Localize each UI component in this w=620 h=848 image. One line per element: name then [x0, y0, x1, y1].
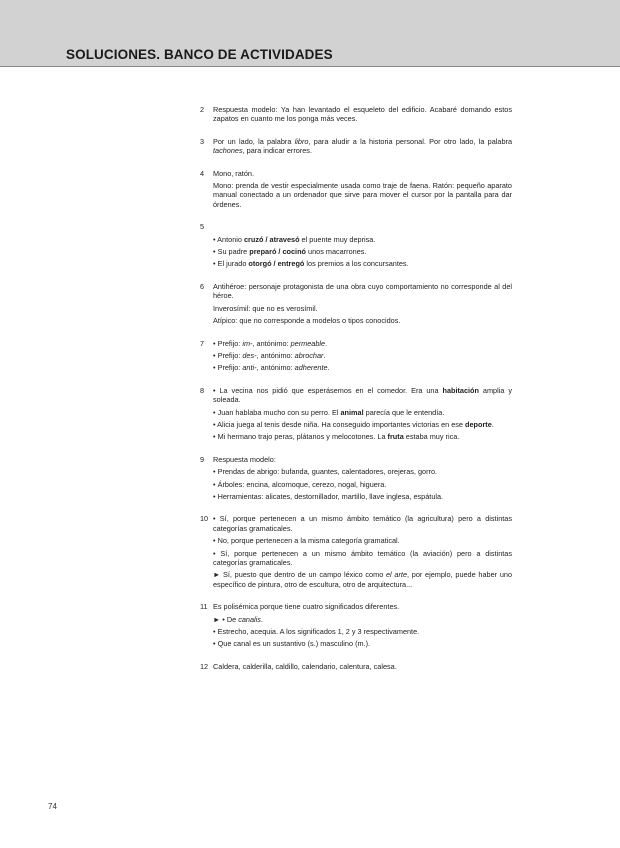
solution-item [200, 222, 512, 269]
item-number: 9 [200, 454, 205, 464]
solution-item [200, 602, 512, 649]
text-run: amplia y soleada. [213, 385, 512, 405]
item-line [213, 169, 512, 178]
text-run: • Estrecho, acequia. A los significados 1, 2 y 3 respectivamente. [213, 627, 420, 637]
italic-term: des- [242, 350, 257, 360]
text-run: , antónimo: [256, 350, 295, 360]
item-line [213, 247, 512, 256]
item-number: 4 [200, 168, 205, 178]
text-run: . [491, 419, 494, 429]
emphasized-word: animal [340, 407, 364, 417]
item-line [213, 570, 512, 589]
item-line [213, 420, 512, 429]
italic-term: adherente [294, 363, 328, 373]
item-number: 8 [200, 385, 205, 395]
text-run: , para aludir a la historia personal. Por otro lado, la palabra [308, 136, 512, 146]
text-run: • Mi hermano trajo peras, plátanos y melocotones. La [213, 432, 388, 442]
text-run: estaba muy rica. [403, 432, 460, 442]
text-run: • El jurado [213, 259, 249, 269]
text-run: Inverosímil: que no es verosímil. [213, 303, 318, 313]
solution-item [200, 169, 512, 210]
item-line [213, 536, 512, 545]
solution-item [200, 455, 512, 502]
text-run: • Juan hablaba mucho con su perro. El [213, 407, 341, 417]
item-line [213, 408, 512, 417]
item-number: 7 [200, 338, 205, 348]
text-run: . [260, 614, 263, 624]
text-run: • Árboles: encina, alcornoque, cerezo, nogal, higuera. [213, 479, 387, 489]
emphasized-word: preparó / cocinó [249, 247, 306, 257]
text-run: • Prefijo: [213, 350, 243, 360]
item-number: 10 [200, 514, 209, 524]
item-line [213, 662, 512, 671]
solutions-list [200, 105, 512, 684]
text-run: • Que canal es un sustantivo (s.) masculino (m.). [213, 639, 371, 649]
text-run: , por ejemplo, puede haber uno específico de pintura, otro de escultura, otro de arquitectura... [213, 570, 513, 589]
item-line [213, 235, 512, 244]
italic-term: anti- [242, 363, 257, 373]
emphasized-word: deporte [465, 419, 492, 429]
text-run: . [323, 350, 326, 360]
text-run: • Prefijo: [213, 338, 243, 348]
item-line [213, 455, 512, 464]
italic-term: im- [242, 338, 253, 348]
item-number: 3 [200, 136, 205, 146]
italic-term: abrochar [294, 350, 324, 360]
item-line [213, 514, 512, 533]
emphasized-word: cruzó / atravesó [243, 234, 300, 244]
italic-term: tachones [213, 146, 243, 156]
text-run: • Herramientas: alicates, destornillador, martillo, llave inglesa, espátula. [213, 491, 444, 501]
text-run: . [325, 338, 328, 348]
item-line [213, 549, 512, 568]
italic-term: permeable [290, 338, 326, 348]
item-line [213, 181, 512, 209]
item-line [213, 259, 512, 268]
text-run: ► • De [213, 614, 239, 624]
item-line [213, 615, 512, 624]
text-run: Respuesta modelo: [213, 454, 276, 464]
item-line [213, 602, 512, 611]
item-number: 11 [200, 602, 208, 612]
text-run: Atípico: que no corresponde a modelos o tipos conocidos. [213, 316, 401, 326]
item-number: 5 [200, 222, 205, 232]
item-line [213, 105, 512, 124]
text-run: , antónimo: [252, 338, 291, 348]
emphasized-word: fruta [387, 432, 404, 442]
item-line [213, 363, 512, 372]
italic-term: libro [294, 136, 309, 146]
item-line [213, 351, 512, 360]
item-line [213, 480, 512, 489]
text-run: • Sí, porque pertenecen a un mismo ámbito temático (la agricultura) pero a distintas categorías gramaticales. [213, 514, 512, 533]
item-line [213, 282, 512, 301]
text-run: unos macarrones. [306, 247, 367, 257]
emphasized-word: otorgó / entregó [248, 259, 305, 269]
text-run: • Prefijo: [213, 363, 243, 373]
text-run: Mono, ratón. [213, 168, 254, 178]
item-line [213, 492, 512, 501]
text-run: • Sí, porque pertenecen a un mismo ámbito temático (la aviación) pero a distintas categorías gramaticales. [213, 548, 512, 567]
page-title: SOLUCIONES. BANCO DE ACTIVIDADES [66, 47, 333, 62]
text-run: • Antonio [213, 234, 244, 244]
header-divider [0, 66, 620, 67]
italic-term: canalis [238, 614, 261, 624]
item-number: 6 [200, 281, 205, 291]
text-run: . [327, 363, 330, 373]
solution-item [200, 386, 512, 442]
item-line [213, 467, 512, 476]
text-run: Mono: prenda de vestir especialmente usada como traje de faena. Ratón: pequeño aparato manual conectado a un ordenador que sirve para mover el cursor por la pantalla para dar órdenes. [213, 181, 512, 209]
solution-item [200, 514, 512, 589]
text-run: los premios a los concursantes. [304, 259, 409, 269]
item-number: 12 [200, 661, 209, 671]
item-line [213, 627, 512, 636]
item-line [213, 432, 512, 441]
text-run: • No, porque pertenecen a la misma categoría gramatical. [213, 536, 400, 546]
text-run: • Su padre [213, 247, 250, 257]
text-run: Caldera, calderilla, caldillo, calendario, calentura, calesa. [213, 661, 397, 671]
text-run: Por un lado, la palabra [213, 136, 295, 146]
text-run: el puente muy deprisa. [299, 234, 376, 244]
text-run: , para indicar errores. [242, 146, 312, 156]
text-run: • Alicia juega al tenis desde niña. Ha conseguido importantes victorias en ese [213, 419, 466, 429]
text-run: , antónimo: [256, 363, 295, 373]
solution-item [200, 662, 512, 671]
text-run: parecía que le entendía. [363, 407, 445, 417]
text-run: Es polisémica porque tiene cuatro significados diferentes. [213, 602, 400, 612]
page-header [0, 0, 620, 66]
item-line [213, 316, 512, 325]
solution-item [200, 282, 512, 326]
emphasized-word: habitación [442, 385, 479, 395]
item-line [213, 304, 512, 313]
item-number: 2 [200, 105, 205, 114]
text-run: • La vecina nos pidió que esperásemos en el comedor. Era una [213, 385, 443, 395]
solution-item [200, 339, 512, 373]
text-run: ► Sí, puesto que dentro de un campo léxico como [213, 570, 386, 580]
item-line [213, 386, 512, 405]
italic-term: el arte [386, 570, 407, 580]
page-number: 74 [48, 802, 57, 811]
item-line [213, 222, 512, 231]
item-line [213, 137, 512, 156]
item-line [213, 639, 512, 648]
solution-item [200, 105, 512, 124]
text-run: Antihéroe: personaje protagonista de una obra cuyo comportamiento no corresponde al del héroe. [213, 281, 512, 301]
item-line [213, 339, 512, 348]
text-run: Respuesta modelo: Ya han levantado el esqueleto del edificio. Acabaré domando estos zapatos en cuanto me los ponga más veces. [213, 105, 512, 124]
solution-item [200, 137, 512, 156]
text-run: • Prendas de abrigo: bufanda, guantes, calentadores, orejeras, gorro. [213, 467, 438, 477]
